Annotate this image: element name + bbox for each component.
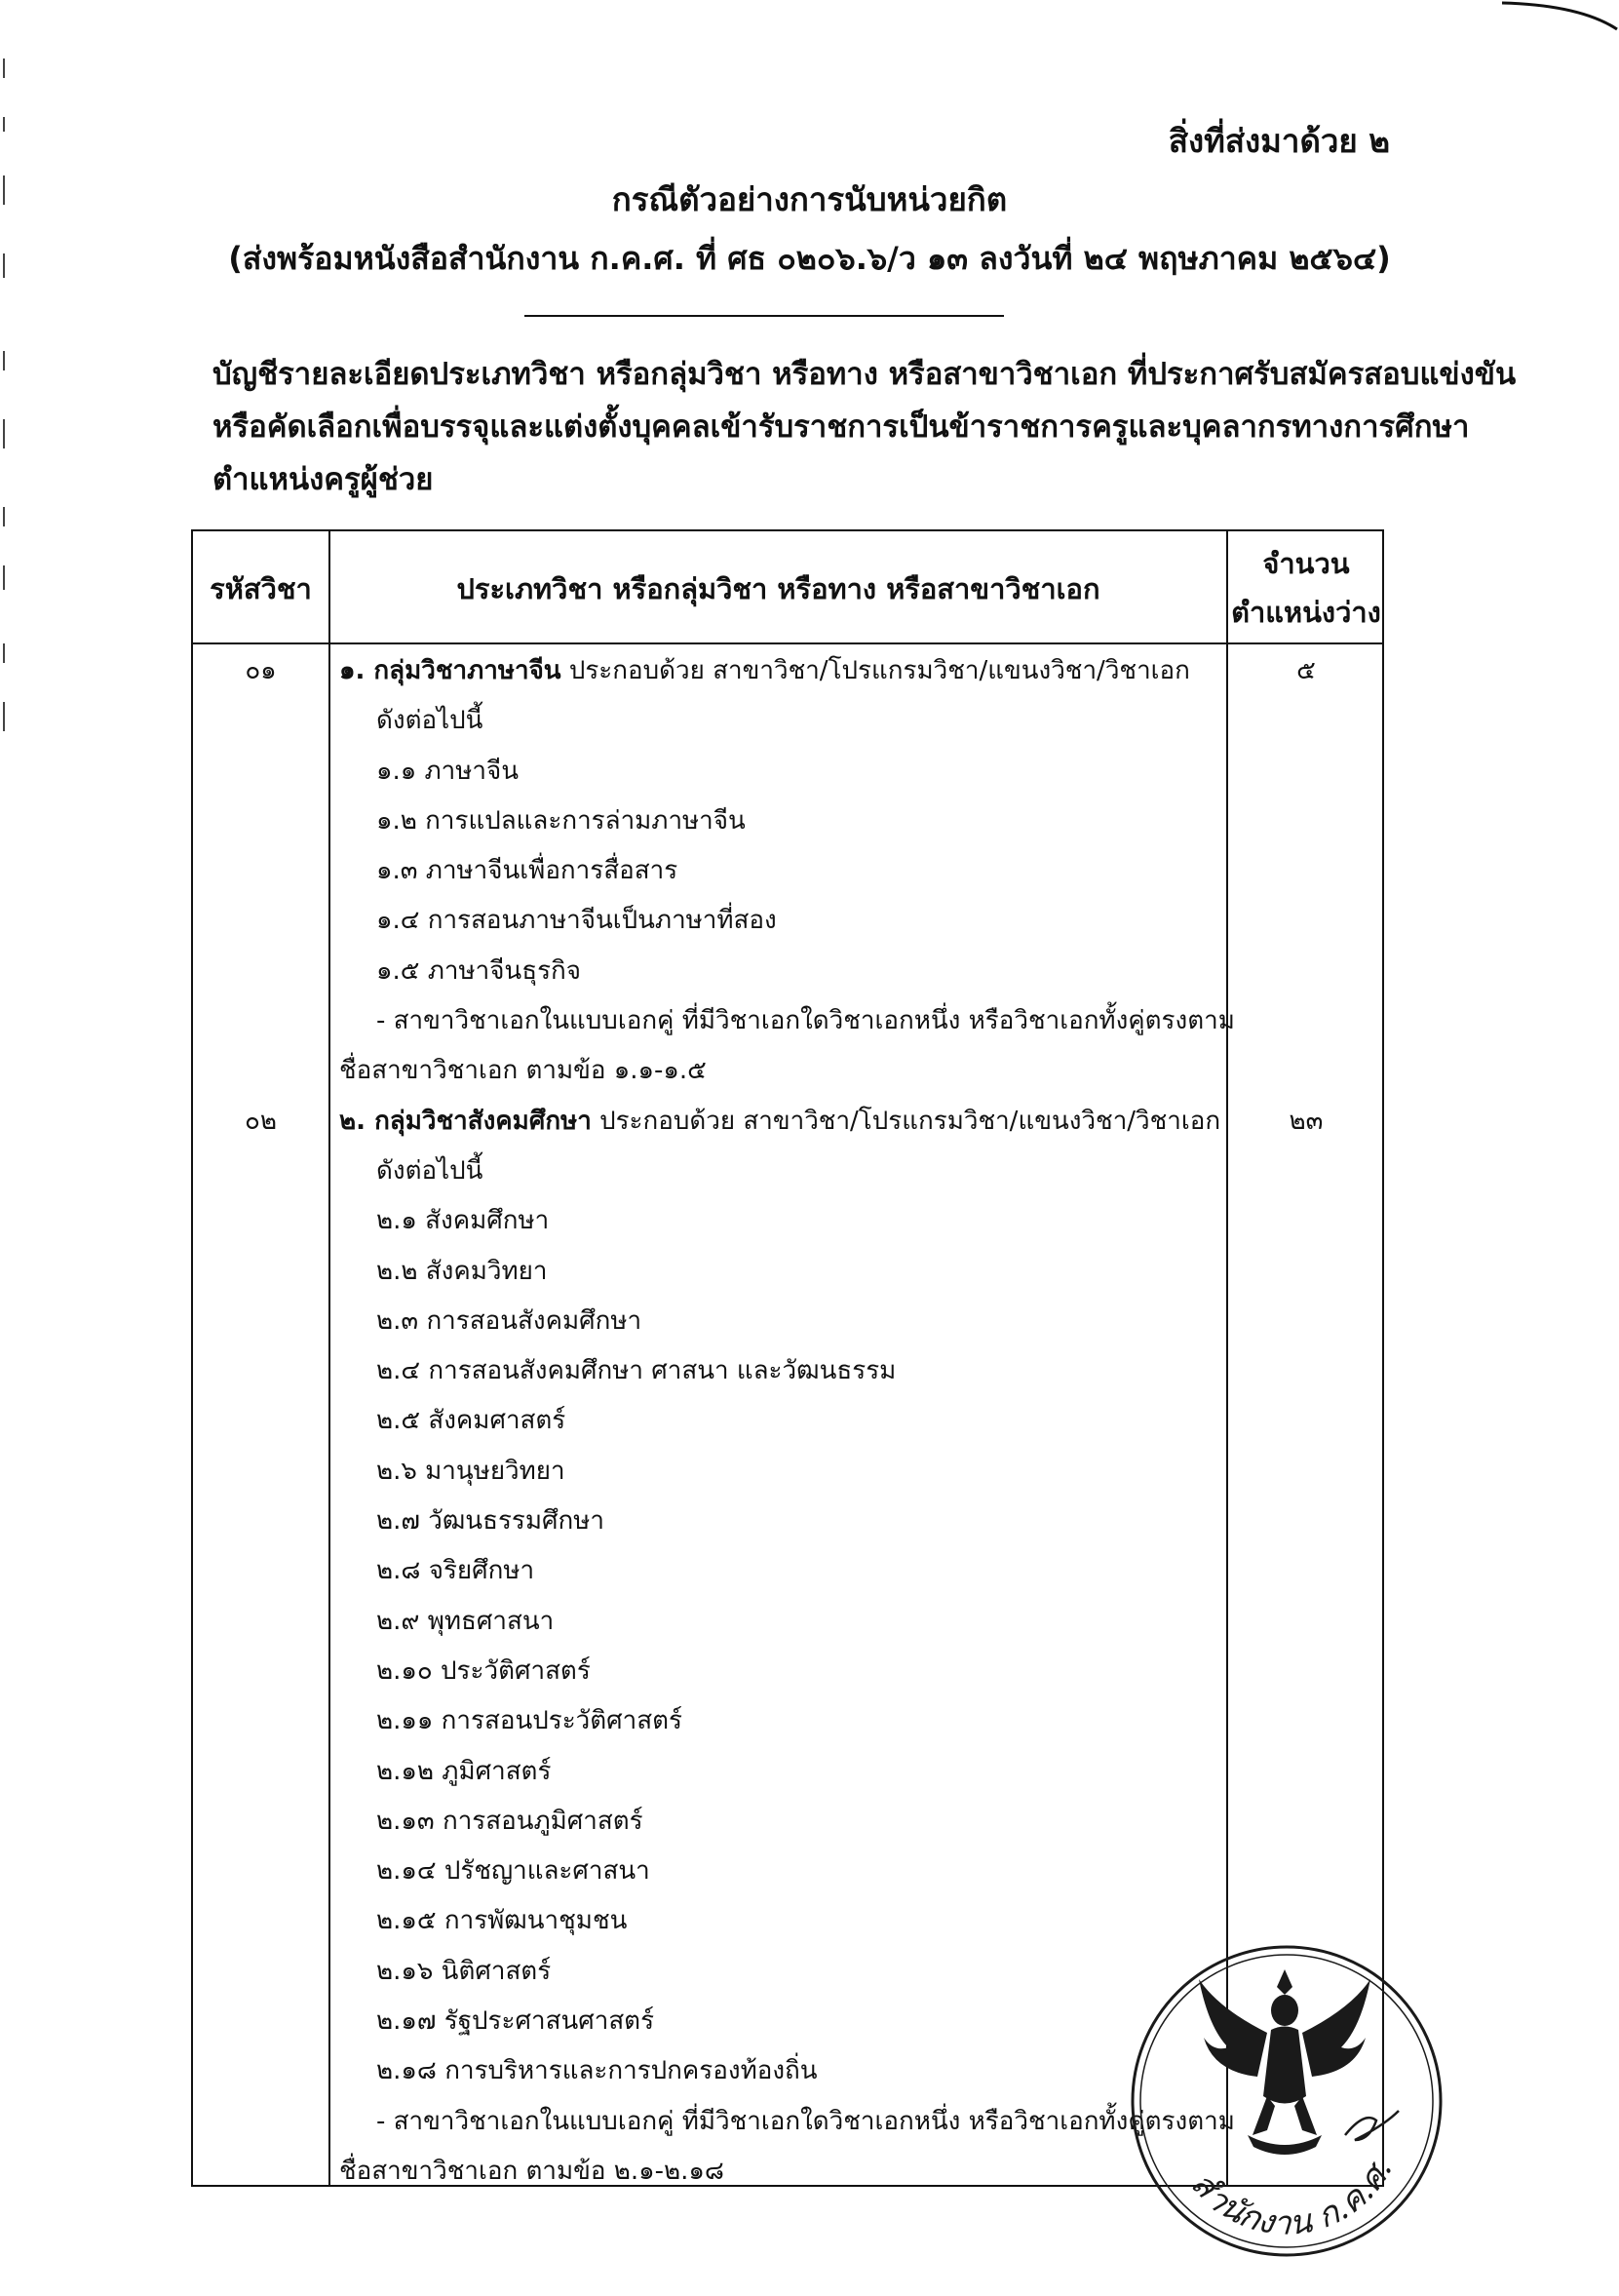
group-heading-text: ประกอบด้วย สาขาวิชา/โปรแกรมวิชา/แขนงวิชา/วิชาเอก (560, 656, 1190, 685)
note-line: - สาขาวิชาเอกในแบบเอกคู่ ที่มีวิชาเอกใดวิชาเอกหนึ่ง หรือวิชาเอกทั้งคู่ตรงตาม (376, 1006, 1235, 1036)
note-line: - สาขาวิชาเอกในแบบเอกคู่ ที่มีวิชาเอกใดวิชาเอกหนึ่ง หรือวิชาเอกทั้งคู่ตรงตาม (376, 2106, 1235, 2136)
list-item: ๑.๒ การแปลและการล่ามภาษาจีน (376, 805, 746, 836)
page-corner-mark (1502, 0, 1619, 39)
list-item: ๒.๑๗ รัฐประศาสนศาสตร์ (376, 2006, 655, 2037)
seal-text: สำนักงาน ก.ค.ศ. (1182, 2153, 1401, 2243)
list-item: ๒.๑๑ การสอนประวัติศาสตร์ (376, 1706, 682, 1736)
group-heading-text: ประกอบด้วย สาขาวิชา/โปรแกรมวิชา/แขนงวิชา/วิชาเอก (591, 1106, 1221, 1136)
list-item: ๒.๗ วัฒนธรรมศึกษา (376, 1506, 604, 1537)
row-count: ๒๓ (1289, 1106, 1324, 1136)
list-item: ๒.๑๘ การบริหารและการปกครองท้องถิ่น (376, 2056, 818, 2086)
handwritten-signature (1345, 2111, 1399, 2140)
official-seal-stamp (1121, 1940, 1443, 2262)
list-item: ๑.๕ ภาษาจีนธุรกิจ (376, 955, 582, 986)
group-heading-cont: ดังต่อไปนี้ (376, 706, 483, 736)
list-item: ๒.๑๖ นิติศาสตร์ (376, 1956, 552, 1986)
row-count: ๕ (1296, 656, 1316, 685)
document-subtitle: (ส่งพร้อมหนังสือสำนักงาน ก.ค.ศ. ที่ ศธ ๐๒๐๖.๖/ว ๑๓ ลงวันที่ ๒๔ พฤษภาคม ๒๕๖๔) (228, 240, 1391, 277)
list-item: ๒.๘ จริยศึกษา (376, 1556, 535, 1586)
list-item: ๑.๔ การสอนภาษาจีนเป็นภาษาที่สอง (376, 906, 777, 936)
scan-edge-marks (0, 58, 8, 741)
group-heading (339, 646, 1212, 696)
intro-line: หรือคัดเลือกเพื่อบรรจุและแต่งตั้งบุคคลเข้ารับราชการเป็นข้าราชการครูและบุคลากรทางการศึกษา (212, 409, 1470, 445)
title-divider (524, 315, 1004, 317)
table-row (193, 646, 1382, 1097)
list-item: ๒.๑๔ ปรัชญาและศาสนา (376, 1856, 650, 1887)
garuda-emblem-icon (1199, 1969, 1370, 2155)
list-item: ๒.๙ พุทธศาสนา (376, 1606, 555, 1636)
row-code: ๐๑ (245, 656, 277, 685)
list-item: ๒.๓ การสอนสังคมศึกษา (376, 1305, 642, 1336)
list-item: ๒.๑๕ การพัฒนาชุมชน (376, 1906, 628, 1936)
intro-line: บัญชีรายละเอียดประเภทวิชา หรือกลุ่มวิชา หรือทาง หรือสาขาวิชาเอก ที่ประกาศรับสมัครสอบแข่งขัน (212, 357, 1517, 392)
list-item: ๒.๒ สังคมวิทยา (376, 1256, 548, 1286)
group-heading-cont: ดังต่อไปนี้ (376, 1155, 483, 1186)
group-heading-title: ๒. กลุ่มวิชาสังคมศึกษา (339, 1106, 592, 1136)
note-line: ชื่อสาขาวิชาเอก ตามข้อ ๑.๑-๑.๕ (339, 1056, 707, 1086)
intro-line: ตำแหน่งครูผู้ช่วย (212, 462, 434, 497)
attachment-label: สิ่งที่ส่งมาด้วย ๒ (1168, 122, 1390, 160)
list-item: ๒.๖ มานุษยวิทยา (376, 1456, 565, 1486)
list-item: ๒.๑๐ ประวัติศาสตร์ (376, 1655, 591, 1686)
row-code: ๐๒ (244, 1106, 277, 1136)
list-item: ๑.๓ ภาษาจีนเพื่อการสื่อสาร (376, 856, 678, 886)
list-item: ๒.๔ การสอนสังคมศึกษา ศาสนา และวัฒนธรรม (376, 1356, 897, 1386)
subject-table (191, 529, 1384, 2187)
list-item: ๑.๑ ภาษาจีน (376, 756, 520, 786)
table-header-divider (193, 642, 1382, 644)
group-heading (339, 1097, 1221, 1147)
group-heading-title: ๑. กลุ่มวิชาภาษาจีน (339, 656, 561, 685)
note-line: ชื่อสาขาวิชาเอก ตามข้อ ๒.๑-๒.๑๘ (339, 2156, 724, 2186)
header-type: ประเภทวิชา หรือกลุ่มวิชา หรือทาง หรือสาขาวิชาเอก (456, 572, 1100, 605)
row-content (339, 646, 1235, 1097)
list-item: ๒.๑ สังคมศึกษา (376, 1206, 550, 1236)
header-count-line1: จำนวน (1262, 547, 1350, 580)
header-count-line2: ตำแหน่งว่าง (1231, 596, 1381, 629)
document-title: กรณีตัวอย่างการนับหน่วยกิต (611, 180, 1008, 218)
intro-paragraph (212, 348, 1517, 506)
header-code: รหัสวิชา (210, 572, 312, 605)
row-content (339, 1097, 1235, 2198)
list-item: ๒.๑๒ ภูมิศาสตร์ (376, 1756, 552, 1786)
header-count (1228, 539, 1384, 637)
list-item: ๒.๕ สังคมศาสตร์ (376, 1406, 566, 1436)
list-item: ๒.๑๓ การสอนภูมิศาสตร์ (376, 1806, 643, 1836)
